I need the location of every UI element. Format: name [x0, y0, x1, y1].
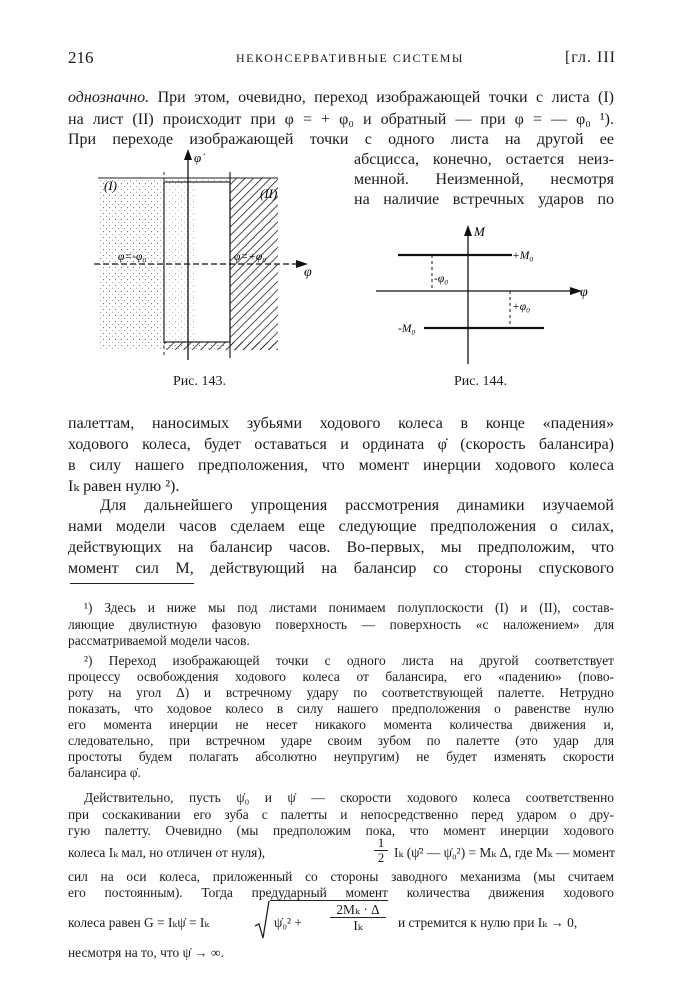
M-axis-arrow	[464, 225, 472, 236]
text-line: Iₖ равен нулю ²).	[68, 478, 180, 495]
label-minus-phi0: -φ₀	[434, 273, 449, 285]
footnote-line: ²) Переход изображающей точки с одного листа на другой соответствует	[84, 653, 614, 668]
footnote-line: следовательно, при встречном ударе своим зубом по палетте (это удар для	[68, 733, 614, 748]
footnote-line: несмотря на то, что ψ̇ → ∞.	[68, 945, 224, 960]
footnote-line: процессу освобождения ходового колеса от балансира, его «падению» (пово-	[68, 669, 614, 684]
footnote-line: Действительно, пусть ψ̇₀ и ψ̇ — скорости ходового колеса соответственно	[84, 790, 614, 805]
page-number: 216	[68, 48, 94, 67]
overlap-dots	[164, 182, 194, 342]
text-line: абсцисса, конечно, остается неиз-	[354, 151, 614, 168]
label-sheet-II: (II)	[260, 186, 278, 201]
label-minus-phi0: φ=-φ₀	[118, 251, 147, 263]
footnote-line: его момента инерции не несет никакого момента количества движения и,	[68, 717, 614, 732]
footnote-line: гую палетту. Очевидно (мы предположим пока, что момент инерции ходового	[68, 823, 614, 838]
figure-144	[374, 224, 610, 370]
text-line: Для дальнейшего упрощения рассмотрения динамики изучаемой	[100, 497, 614, 514]
fraction-2Mk-Ik: 2Mₖ · Δ Iₖ	[330, 902, 386, 933]
text-line: однозначно. При этом, очевидно, переход изображающей точки с листа (I)	[68, 89, 614, 106]
footnote-formula-line: колеса равен G = Iₖψ̇ = Iₖ ψ̇₀² + 2Mₖ · Δ Iₖ и стремится к нулю при Iₖ → 0,	[68, 900, 614, 942]
label-plus-M0: +M₀	[512, 250, 534, 262]
text-line: момент сил M, действующий на балансир со стороны спускового	[68, 560, 614, 577]
page-header	[68, 48, 616, 72]
label-M: M	[474, 224, 485, 239]
text-line: на лист (II) происходит при φ = + φ₀ и обратный — при φ = — φ₀ ¹).	[68, 111, 614, 128]
text-line: При переходе изображающей точки с одного листа на другой ее	[68, 131, 614, 148]
fraction-one-half: 1 2	[374, 836, 388, 865]
text-line: на наличие встречных ударов по	[354, 191, 614, 208]
text-line: действующих на балансир часов. Во-первых, мы предположим, что	[68, 539, 614, 556]
text-line: ходового колеса, будет оставаться и ордината φ̇ (скорость балансира)	[68, 436, 614, 453]
sqrt-bar	[270, 900, 388, 901]
text-line: палеттам, наносимых зубьями ходового колеса в конце «падения»	[68, 415, 614, 432]
label-phi-axis: φ	[304, 265, 312, 280]
label-plus-phi0: φ=+φ₀	[234, 251, 267, 263]
footnote-line: роту на угол Δ) и встречному удару по соответствующей палетте. Нетрудно	[68, 685, 614, 700]
figure-143	[90, 146, 326, 368]
footnote-line: сил на оси колеса, приложенный со стороны заводного механизма (мы считаем	[68, 869, 614, 884]
footnote-line: показать, что ходовое колесо в силу нашего предположения о равенстве нулю	[68, 701, 614, 716]
footnote-line: при соскакивании его зуба с палетты и непосредственно перед ударом о дру-	[68, 807, 614, 822]
footnote-line: простоты будем полагать абсолютно неупругим) не будет изменять скорости	[68, 749, 614, 764]
sqrt-sign	[254, 900, 270, 940]
label-plus-phi0: +φ₀	[512, 301, 531, 313]
label-phi-dot: φ̇	[194, 150, 202, 165]
label-minus-M0: -M₀	[398, 323, 416, 335]
footnote-line: его постоянным). Тогда предударный момент количества движения ходового	[68, 885, 614, 900]
sheet-II-bottom-band	[164, 342, 278, 350]
figure-144-caption: Рис. 144.	[454, 374, 507, 389]
label-phi-axis: φ	[580, 285, 588, 300]
chapter-reference: [гл. III	[564, 49, 616, 66]
figure-143-caption: Рис. 143.	[173, 374, 226, 389]
footnote-line: ляющие двулистную фазовую поверхность — поверхность «с наложением» для	[68, 617, 614, 632]
label-sheet-I: (I)	[104, 178, 117, 193]
text-line: менной. Неизменной, несмотря	[354, 171, 614, 188]
footnote-line: рассматриваемой модели часов.	[68, 633, 250, 648]
footnote-line: ¹) Здесь и ниже мы под листами понимаем полуплоскости (I) и (II), состав-	[84, 600, 614, 615]
running-title: НЕКОНСЕРВАТИВНЫЕ СИСТЕМЫ	[236, 51, 464, 65]
footnote-formula-line: колеса Iₖ мал, но отличен от нуля), 1 2 Iₖ (ψ̇² — ψ̇₀²) = Mₖ Δ, где Mₖ — момент	[68, 835, 616, 865]
text-line: нами модели часов сделаем еще следующие предположения о силах,	[68, 518, 614, 535]
footnote-separator	[70, 583, 194, 584]
phi-dot-axis-arrow	[184, 149, 192, 160]
footnote-line: балансира φ̇.	[68, 765, 141, 780]
text-line: в силу нашего предположения, что момент инерции ходового колеса	[68, 457, 614, 474]
